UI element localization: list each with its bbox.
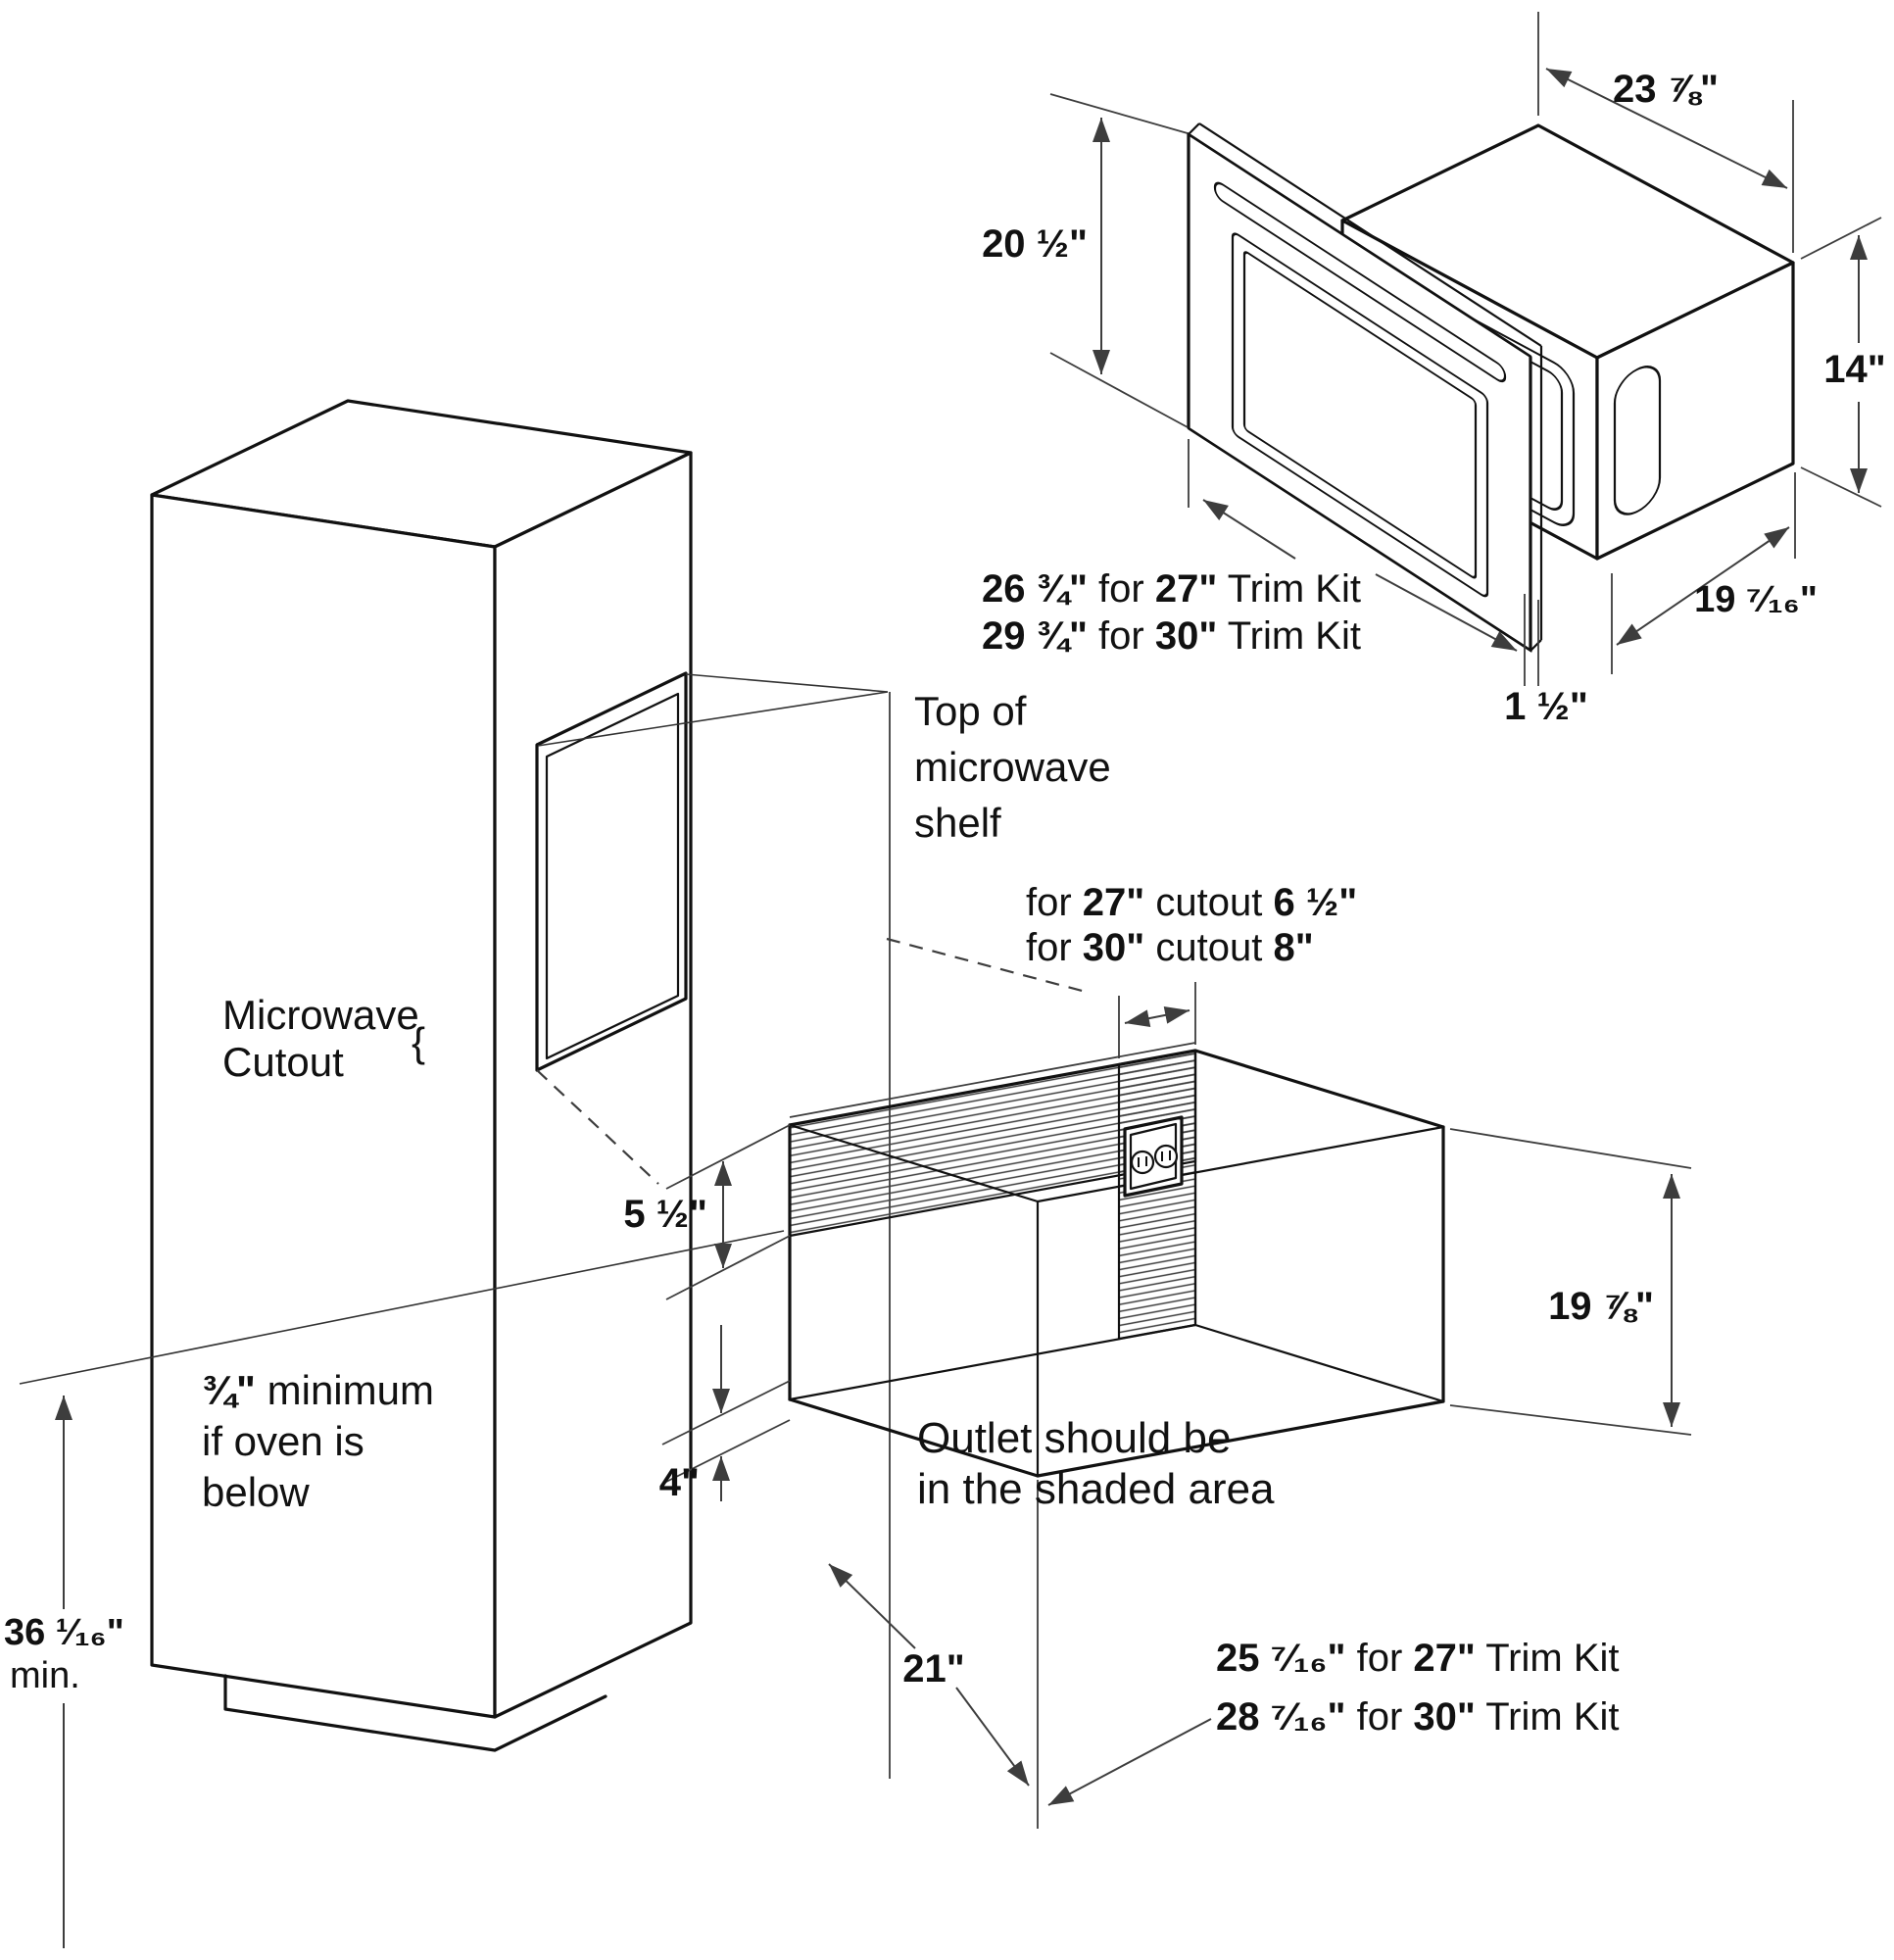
- shelf-trim-row-27: 25 ⁷⁄₁₆" for 27" Trim Kit: [1216, 1637, 1620, 1680]
- dim-below-gap: 4": [658, 1461, 700, 1504]
- dim-shelf-depth: 21": [902, 1647, 965, 1690]
- oven-note-line3: below: [202, 1469, 310, 1515]
- outlet-receptacle: [1132, 1152, 1153, 1173]
- dim-cavity-height: 19 ⅞": [1548, 1285, 1654, 1328]
- shelf-trim-row-30: 28 ⁷⁄₁₆" for 30" Trim Kit: [1216, 1695, 1620, 1739]
- dim-box-height: 14": [1823, 348, 1886, 391]
- dim-panel-height: 20 ½": [982, 222, 1088, 266]
- outlet: [1125, 1117, 1182, 1196]
- shelf-label-line1: Top of: [914, 688, 1027, 734]
- shelf-label-line3: shelf: [914, 800, 1001, 846]
- gap-brace: {: [412, 1019, 426, 1065]
- floor-height-value: 36 ¹⁄₁₆": [4, 1612, 124, 1653]
- floor-height-unit: min.: [10, 1655, 80, 1696]
- cabinet-label-line2: Cutout: [222, 1039, 344, 1085]
- shelf-label-line2: microwave: [914, 744, 1111, 790]
- cutout-offset-row-27: for 27" cutout 6 ½": [1026, 881, 1358, 924]
- cutout-offset-row-30: for 30" cutout 8": [1026, 926, 1314, 969]
- trim-kit-size-row-27: 26 ¾" for 27" Trim Kit: [982, 567, 1361, 611]
- outlet-receptacle: [1155, 1146, 1177, 1167]
- dim-box-depth: 19 ⁷⁄₁₆": [1694, 579, 1818, 620]
- dim-bottom-gap: 1 ½": [1504, 685, 1588, 728]
- cutout-opening: [537, 673, 686, 1070]
- oven-note-line1: ¾" minimum: [202, 1367, 434, 1413]
- dim-top-width: 23 ⅞": [1613, 68, 1719, 111]
- trim-kit-size-row-30: 29 ¾" for 30" Trim Kit: [982, 614, 1361, 658]
- dim-shelf-top-offset: 5 ½": [623, 1193, 707, 1236]
- outlet-note-line2: in the shaded area: [917, 1465, 1275, 1513]
- oven-note-line2: if oven is: [202, 1418, 364, 1464]
- outlet-note-line1: Outlet should be: [917, 1414, 1232, 1462]
- cabinet-label-line1: Microwave: [222, 992, 419, 1038]
